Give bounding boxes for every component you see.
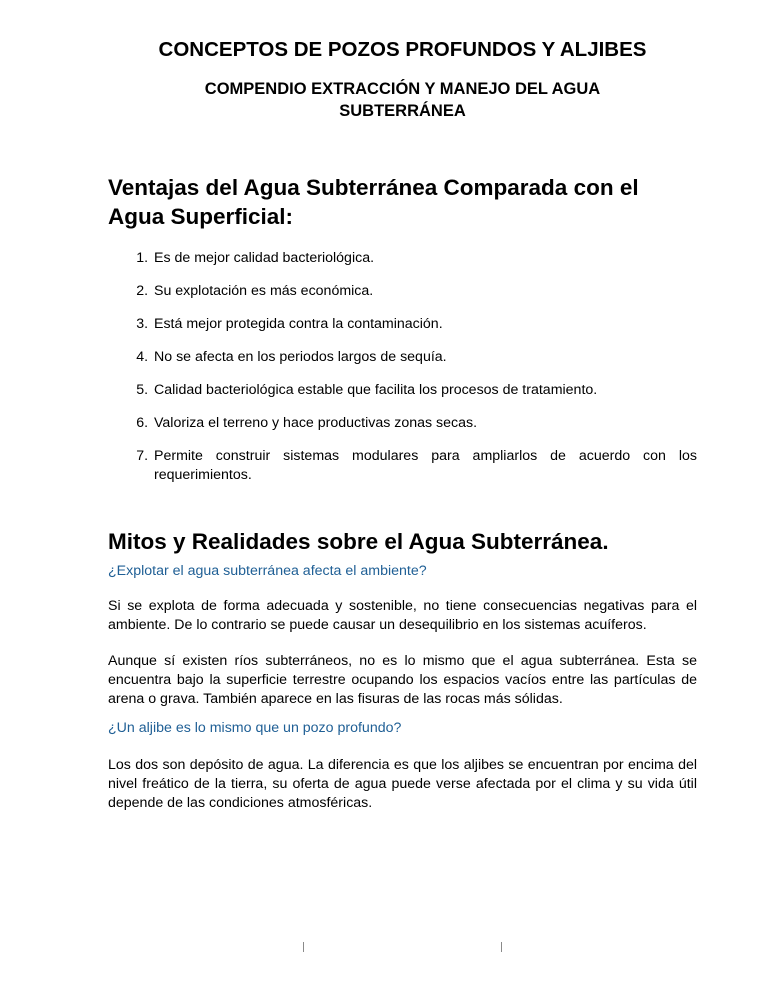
question-aljibe: ¿Un aljibe es lo mismo que un pozo profundo? <box>108 720 402 736</box>
list-item: 1. Es de mejor calidad bacteriológica. <box>152 249 697 268</box>
footer-divider-right <box>501 942 502 952</box>
footer-divider-left <box>303 942 304 952</box>
advantages-heading: Ventajas del Agua Subterránea Comparada con el Agua Superficial: <box>108 175 639 229</box>
list-item: 6. Valoriza el terreno y hace productivas zonas secas. <box>152 414 697 433</box>
list-item: 7. Permite construir sistemas modulares para ampliarlos de acuerdo con los requerimientos. <box>152 447 697 485</box>
document-page <box>108 30 697 813</box>
advantages-list <box>108 249 697 485</box>
question-environment: ¿Explotar el agua subterránea afecta el ambiente? <box>108 563 427 579</box>
paragraph-environment: Si se explota de forma adecuada y sostenible, no tiene consecuencias negativas para el ambiente. De lo contrario se puede causar un desequilibrio en los sistemas acuíferos. <box>108 598 697 633</box>
document-subtitle: COMPENDIO EXTRACCIÓN Y MANEJO DEL AGUA SUBTERRÁNEA <box>204 80 601 120</box>
advantages-section <box>108 173 697 485</box>
list-item: 4. No se afecta en los periodos largos de sequía. <box>152 348 697 367</box>
list-item: 2. Su explotación es más económica. <box>152 282 697 301</box>
list-item: 3. Está mejor protegida contra la contaminación. <box>152 315 697 334</box>
list-item: 5. Calidad bacteriológica estable que facilita los procesos de tratamiento. <box>152 381 697 400</box>
paragraph-underground-rivers: Aunque sí existen ríos subterráneos, no es lo mismo que el agua subterránea. Esta se encuentra bajo la superficie terrestre ocupando los espacios vacíos entre las partículas de arena o grava. También aparece en las fisuras de las rocas más sólidas. <box>108 653 697 707</box>
myths-heading: Mitos y Realidades sobre el Agua Subterránea. <box>108 529 609 554</box>
myths-section <box>108 527 697 813</box>
document-title: CONCEPTOS DE POZOS PROFUNDOS Y ALJIBES <box>158 38 647 61</box>
paragraph-aljibe: Los dos son depósito de agua. La diferencia es que los aljibes se encuentran por encima del nivel freático de la tierra, su oferta de agua puede verse afectada por el clima y su vida útil depende de las condiciones atmosféricas. <box>108 757 697 811</box>
